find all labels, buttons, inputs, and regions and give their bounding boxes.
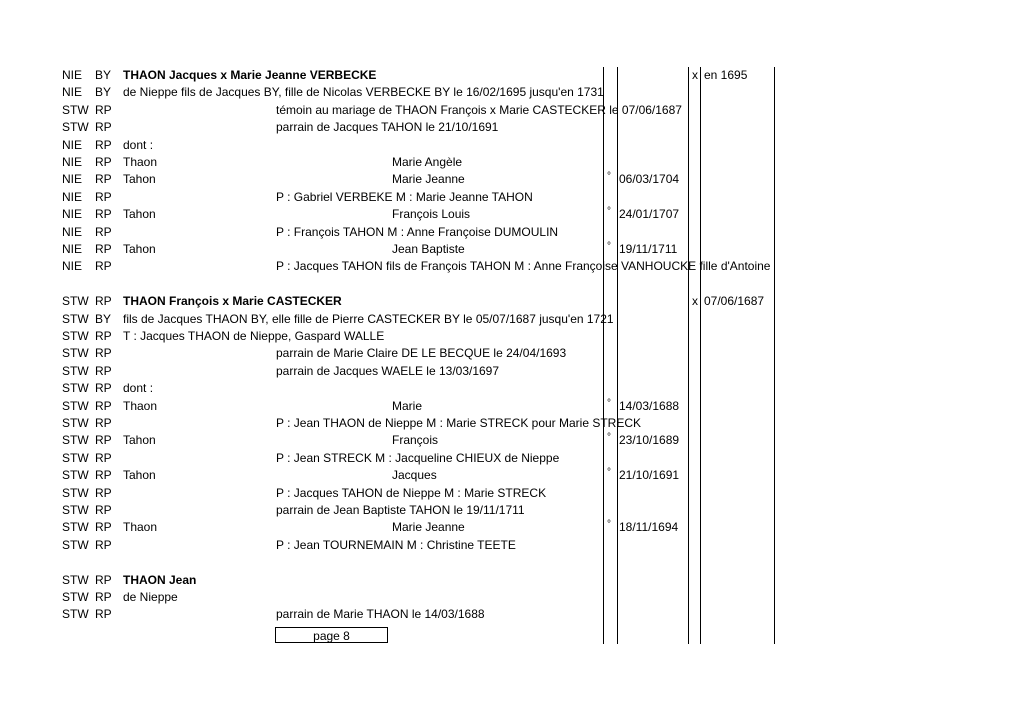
record-row (0, 467, 1024, 484)
parish-code: STW (62, 468, 89, 483)
entry-note: témoin au mariage de THAON François x Marie CASTECKER le 07/06/1687 (276, 102, 682, 117)
record-row (0, 137, 1024, 154)
record-row (0, 293, 1024, 310)
birth-date: 24/01/1707 (619, 207, 680, 222)
record-row (0, 345, 1024, 362)
parish-code: NIE (62, 137, 83, 152)
record-row (0, 258, 1024, 275)
record-row (0, 119, 1024, 136)
record-row (0, 276, 1024, 293)
entry-note: parrain de Marie Claire DE LE BECQUE le 24/04/1693 (276, 346, 567, 361)
parish-code: NIE (62, 172, 83, 187)
record-row (0, 589, 1024, 606)
birth-date: 23/10/1689 (619, 433, 680, 448)
source-code: RP (95, 572, 112, 587)
record-row (0, 189, 1024, 206)
record-row (0, 154, 1024, 171)
given-names: Jacques (392, 468, 437, 483)
record-row (0, 537, 1024, 554)
record-row (0, 554, 1024, 571)
source-code: RP (95, 450, 112, 465)
birth-date: 14/03/1688 (619, 398, 680, 413)
record-row (0, 67, 1024, 84)
given-names: Jean Baptiste (392, 242, 465, 256)
record-row (0, 328, 1024, 345)
entry-text: Thaon (123, 520, 158, 535)
source-code: RP (95, 224, 112, 239)
record-row (0, 519, 1024, 536)
parish-code: STW (62, 346, 89, 361)
entry-note: P : Jacques TAHON fils de François TAHON M : Anne Françoise VANHOUCKE fille d'Antoine (276, 259, 771, 274)
parish-code: NIE (62, 224, 83, 239)
record-row (0, 380, 1024, 397)
parish-code: STW (62, 398, 89, 413)
parish-code: STW (62, 416, 89, 430)
birth-date: 21/10/1691 (619, 468, 680, 483)
entry-note: parrain de Jacques TAHON le 21/10/1691 (276, 120, 499, 135)
parish-code: NIE (62, 189, 83, 204)
parish-code: STW (62, 311, 89, 326)
source-code: RP (95, 137, 112, 152)
entry-text: dont : (123, 381, 154, 396)
given-names: Marie Jeanne (392, 520, 465, 535)
entry-text: Thaon (123, 398, 158, 413)
entry-text: Tahon (123, 207, 156, 222)
source-code: RP (95, 189, 112, 204)
source-code: RP (95, 172, 112, 187)
entry-text: Tahon (123, 242, 156, 256)
parish-code: NIE (62, 259, 83, 274)
parish-code: STW (62, 381, 89, 396)
source-code: RP (95, 416, 112, 430)
source-code: RP (95, 590, 112, 604)
birth-marker: ° (607, 206, 611, 218)
entry-text: de Nieppe fils de Jacques BY, fille de Nicolas VERBECKE BY le 16/02/1695 jusqu'en 1731 (123, 85, 604, 100)
birth-date: 06/03/1704 (619, 172, 680, 187)
entry-note: parrain de Marie THAON le 14/03/1688 (276, 607, 485, 622)
source-code: RP (95, 120, 112, 135)
page-number: page 8 (275, 627, 388, 643)
entry-text: Thaon (123, 155, 158, 169)
source-code: RP (95, 363, 112, 378)
record-row (0, 606, 1024, 623)
parish-code: STW (62, 590, 89, 604)
source-code: RP (95, 207, 112, 222)
parish-code: STW (62, 572, 89, 587)
parish-code: NIE (62, 68, 83, 82)
family-heading: THAON François x Marie CASTECKER (123, 294, 342, 309)
source-code: RP (95, 433, 112, 448)
record-row (0, 502, 1024, 519)
parish-code: STW (62, 120, 89, 135)
record-row (0, 311, 1024, 328)
birth-marker: ° (607, 467, 611, 479)
parish-code: STW (62, 607, 89, 622)
record-row (0, 572, 1024, 589)
given-names: François Louis (392, 207, 471, 222)
record-row (0, 171, 1024, 188)
parish-code: NIE (62, 242, 83, 256)
record-row (0, 398, 1024, 415)
source-code: RP (95, 468, 112, 483)
birth-date: 19/11/1711 (619, 242, 678, 256)
given-names: Marie Angèle (392, 155, 463, 169)
record-row (0, 206, 1024, 223)
source-code: RP (95, 259, 112, 274)
entry-text: Tahon (123, 468, 156, 483)
record-row (0, 450, 1024, 467)
given-names: Marie (392, 398, 423, 413)
parish-code: STW (62, 329, 89, 343)
parish-code: STW (62, 102, 89, 117)
marriage-date: en 1695 (704, 68, 748, 82)
source-code: BY (95, 85, 112, 100)
source-code: RP (95, 242, 112, 256)
parish-code: NIE (62, 155, 83, 169)
entry-note: P : Jean STRECK M : Jacqueline CHIEUX de Nieppe (276, 450, 560, 465)
parish-code: NIE (62, 207, 83, 222)
source-code: RP (95, 537, 112, 552)
entry-note: parrain de Jean Baptiste TAHON le 19/11/1711 (276, 503, 525, 517)
source-code: RP (95, 398, 112, 413)
entry-text: T : Jacques THAON de Nieppe, Gaspard WALLE (123, 329, 385, 343)
source-code: BY (95, 68, 112, 82)
birth-date: 18/11/1694 (619, 520, 679, 535)
source-code: RP (95, 102, 112, 117)
record-row (0, 102, 1024, 119)
parish-code: STW (62, 520, 89, 535)
marriage-marker: x (692, 294, 698, 309)
source-code: BY (95, 311, 112, 326)
source-code: RP (95, 294, 112, 309)
entry-note: P : François TAHON M : Anne Françoise DUMOULIN (276, 224, 559, 239)
source-code: RP (95, 607, 112, 622)
parish-code: STW (62, 537, 89, 552)
entry-text: Tahon (123, 172, 156, 187)
source-code: RP (95, 520, 112, 535)
record-row (0, 415, 1024, 432)
parish-code: STW (62, 450, 89, 465)
given-names: Marie Jeanne (392, 172, 465, 187)
marriage-date: 07/06/1687 (704, 294, 765, 309)
birth-marker: ° (607, 397, 611, 409)
source-code: RP (95, 381, 112, 396)
record-row (0, 485, 1024, 502)
source-code: RP (95, 346, 112, 361)
entry-text: de Nieppe (123, 590, 178, 604)
parish-code: NIE (62, 85, 83, 100)
parish-code: STW (62, 485, 89, 500)
entry-note: parrain de Jacques WAELE le 13/03/1697 (276, 363, 500, 378)
family-heading: THAON Jean (123, 572, 197, 587)
parish-code: STW (62, 294, 89, 309)
marriage-marker: x (692, 68, 698, 82)
family-heading: THAON Jacques x Marie Jeanne VERBECKE (123, 68, 377, 82)
entry-text: fils de Jacques THAON BY, elle fille de Pierre CASTECKER BY le 05/07/1687 jusqu'en 1721 (123, 311, 614, 326)
record-row (0, 84, 1024, 101)
source-code: RP (95, 329, 112, 343)
record-row (0, 363, 1024, 380)
parish-code: STW (62, 433, 89, 448)
entry-text: dont : (123, 137, 154, 152)
entry-note: P : Gabriel VERBEKE M : Marie Jeanne TAHON (276, 189, 533, 204)
source-code: RP (95, 503, 112, 517)
parish-code: STW (62, 363, 89, 378)
birth-marker: ° (607, 519, 611, 531)
entry-note: P : Jean TOURNEMAIN M : Christine TEETE (276, 537, 516, 552)
source-code: RP (95, 155, 112, 169)
entry-note: P : Jean THAON de Nieppe M : Marie STRECK pour Marie STRECK (276, 416, 642, 430)
birth-marker: ° (607, 241, 611, 252)
given-names: François (392, 433, 439, 448)
record-row (0, 241, 1024, 258)
record-row (0, 432, 1024, 449)
parish-code: STW (62, 503, 89, 517)
birth-marker: ° (607, 171, 611, 183)
entry-text: Tahon (123, 433, 156, 448)
entry-note: P : Jacques TAHON de Nieppe M : Marie STRECK (276, 485, 547, 500)
birth-marker: ° (607, 432, 611, 444)
source-code: RP (95, 485, 112, 500)
record-row (0, 224, 1024, 241)
